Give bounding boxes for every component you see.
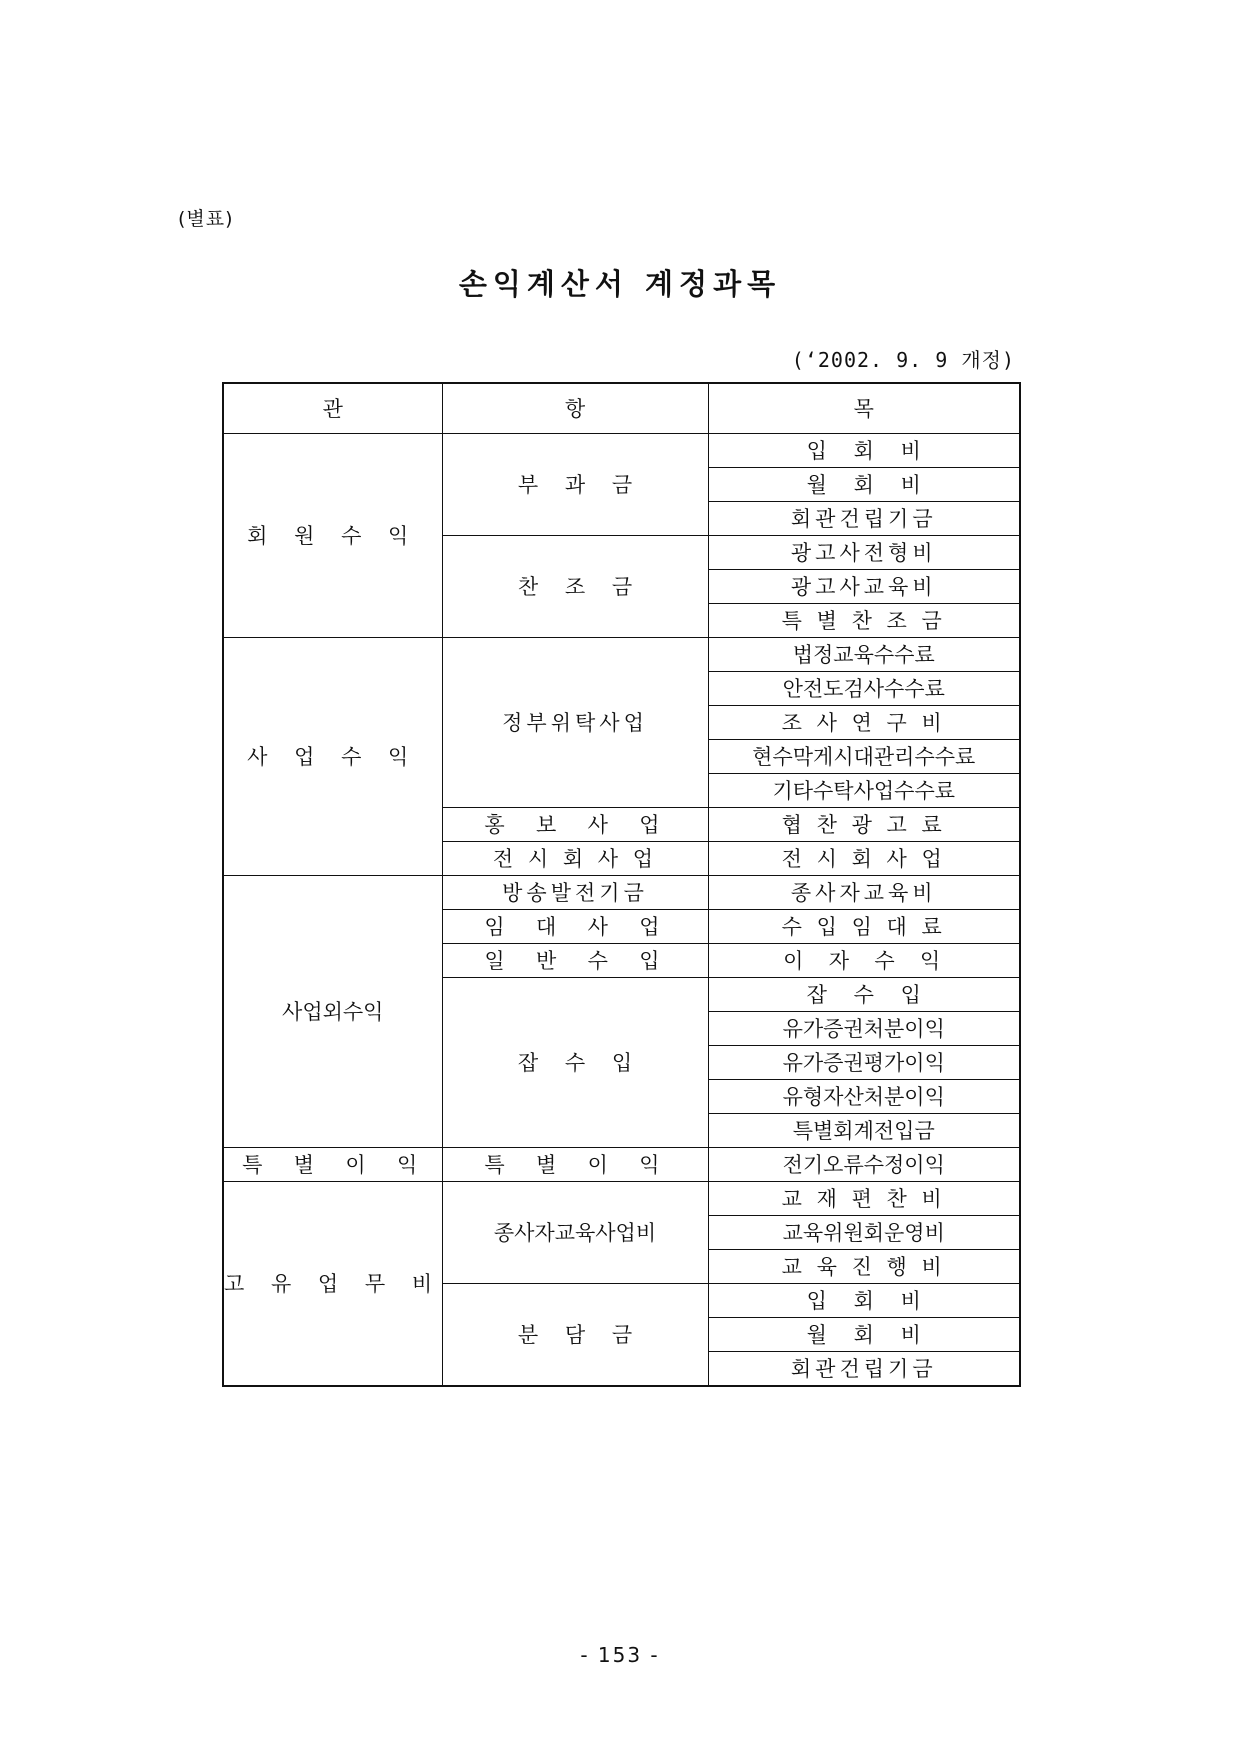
- table-row: [223, 876, 1020, 910]
- annex-label: (별표): [178, 208, 234, 230]
- gwan-cell: 특 별 이 익: [223, 1148, 442, 1182]
- revision-note: (‘2002. 9. 9 개정): [791, 348, 1015, 372]
- hang-cell: 홍 보 사 업: [442, 808, 708, 842]
- table-row: [223, 1148, 1020, 1182]
- hang-cell: 분 담 금: [442, 1284, 708, 1387]
- mok-cell: 잡 수 입: [708, 978, 1020, 1012]
- account-subjects-table: [222, 382, 1021, 1387]
- mok-cell: 교 재 편 찬 비: [708, 1182, 1020, 1216]
- mok-cell: 조 사 연 구 비: [708, 706, 1020, 740]
- header-hang: 항: [442, 383, 708, 434]
- mok-cell: 유가증권평가이익: [708, 1046, 1020, 1080]
- mok-cell: 특별회계전입금: [708, 1114, 1020, 1148]
- mok-cell: 종사자교육비: [708, 876, 1020, 910]
- mok-cell: 전 시 회 사 업: [708, 842, 1020, 876]
- table-row: [223, 638, 1020, 672]
- header-gwan: 관: [223, 383, 442, 434]
- hang-cell: 전 시 회 사 업: [442, 842, 708, 876]
- hang-cell: 방송발전기금: [442, 876, 708, 910]
- hang-cell: 찬 조 금: [442, 536, 708, 638]
- mok-cell: 안전도검사수수료: [708, 672, 1020, 706]
- gwan-cell: 사 업 수 익: [223, 638, 442, 876]
- mok-cell: 협 찬 광 고 료: [708, 808, 1020, 842]
- hang-cell: 정부위탁사업: [442, 638, 708, 808]
- header-mok: 목: [708, 383, 1020, 434]
- mok-cell: 수 입 임 대 료: [708, 910, 1020, 944]
- hang-cell: 잡 수 입: [442, 978, 708, 1148]
- mok-cell: 입 회 비: [708, 434, 1020, 468]
- mok-cell: 회관건립기금: [708, 1352, 1020, 1387]
- mok-cell: 전기오류수정이익: [708, 1148, 1020, 1182]
- gwan-cell: 사업외수익: [223, 876, 442, 1148]
- mok-cell: 법정교육수수료: [708, 638, 1020, 672]
- mok-cell: 기타수탁사업수수료: [708, 774, 1020, 808]
- page-number: - 153 -: [580, 1643, 660, 1667]
- table-row: [223, 1182, 1020, 1216]
- hang-cell: 부 과 금: [442, 434, 708, 536]
- hang-cell: 임 대 사 업: [442, 910, 708, 944]
- mok-cell: 이 자 수 익: [708, 944, 1020, 978]
- mok-cell: 유가증권처분이익: [708, 1012, 1020, 1046]
- mok-cell: 월 회 비: [708, 468, 1020, 502]
- mok-cell: 광고사전형비: [708, 536, 1020, 570]
- document-title: 손익계산서 계정과목: [458, 267, 782, 301]
- mok-cell: 광고사교육비: [708, 570, 1020, 604]
- hang-cell: 일 반 수 입: [442, 944, 708, 978]
- mok-cell: 유형자산처분이익: [708, 1080, 1020, 1114]
- mok-cell: 교 육 진 행 비: [708, 1250, 1020, 1284]
- hang-cell: 종사자교육사업비: [442, 1182, 708, 1284]
- mok-cell: 월 회 비: [708, 1318, 1020, 1352]
- mok-cell: 입 회 비: [708, 1284, 1020, 1318]
- gwan-cell: 고 유 업 무 비: [223, 1182, 442, 1387]
- mok-cell: 교육위원회운영비: [708, 1216, 1020, 1250]
- hang-cell: 특 별 이 익: [442, 1148, 708, 1182]
- mok-cell: 현수막게시대관리수수료: [708, 740, 1020, 774]
- table-header-row: [223, 383, 1020, 434]
- mok-cell: 회관건립기금: [708, 502, 1020, 536]
- mok-cell: 특 별 찬 조 금: [708, 604, 1020, 638]
- gwan-cell: 회 원 수 익: [223, 434, 442, 638]
- table-row: [223, 434, 1020, 468]
